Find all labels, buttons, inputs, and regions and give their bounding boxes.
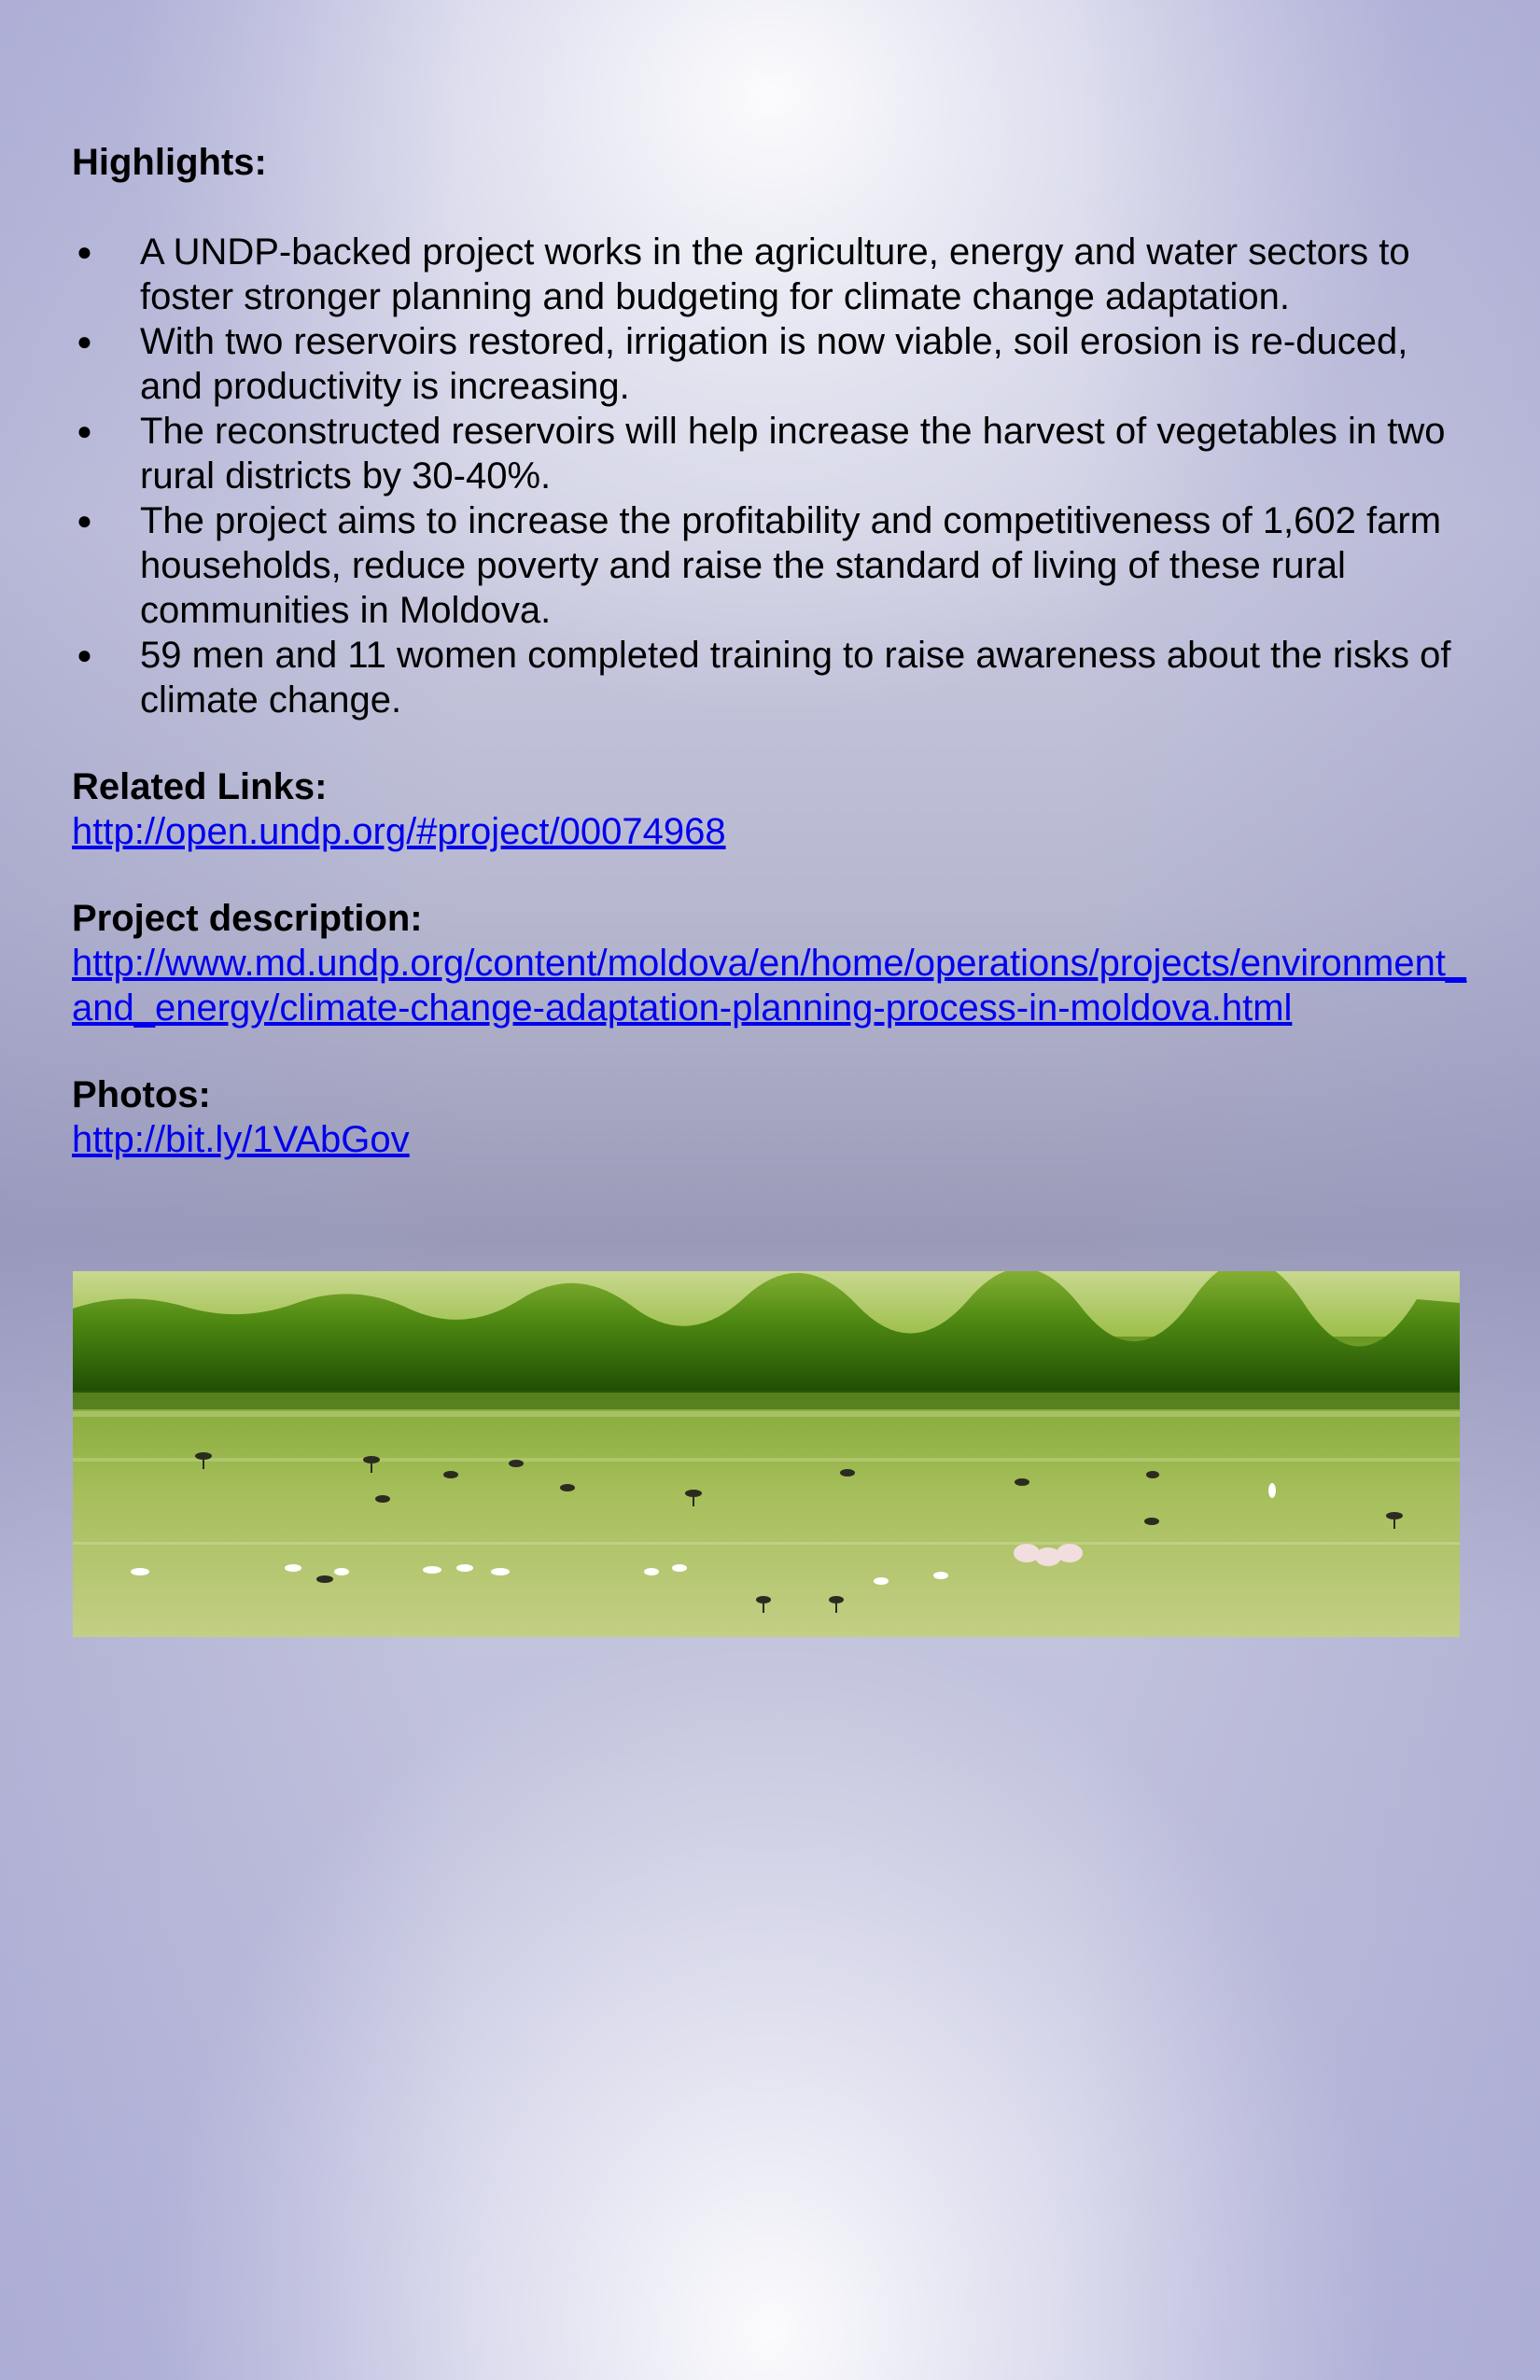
bullet-icon: ● [77,237,92,266]
highlights-heading: Highlights: [72,142,267,183]
list-item-text: A UNDP-backed project works in the agriculture, energy and water sectors to foster stronger planning and budgeting for climate change adaptation. [140,231,1410,317]
photos-section [72,1072,1472,1162]
related-links-heading: Related Links: [72,766,328,807]
photos-link[interactable]: http://bit.ly/1VAbGov [72,1119,410,1160]
list-item [72,633,1472,722]
related-links-section [72,764,1472,854]
related-link[interactable]: http://open.undp.org/#project/00074968 [72,811,726,852]
project-description-heading: Project description: [72,898,423,939]
list-item [72,498,1472,633]
photos-heading: Photos: [72,1074,211,1115]
bullet-icon: ● [77,327,92,356]
bullet-icon: ● [77,506,92,535]
project-description-link[interactable]: http://www.md.undp.org/content/moldova/en/home/operations/projects/environment_and_energy/climate-change-adaptation-planning-process-in-moldova.html [72,943,1467,1029]
wetland-birds-photo [73,1271,1460,1637]
list-item-text: With two reservoirs restored, irrigation is now viable, soil erosion is re-duced, and productivity is increasing. [140,321,1408,407]
bullet-icon: ● [77,416,92,445]
list-item-text: The project aims to increase the profitability and competitiveness of 1,602 farm households, reduce poverty and raise the standard of living of these rural communities in Moldova. [140,500,1442,631]
bullet-icon: ● [77,640,92,669]
highlights-list [72,230,1472,722]
list-item [72,319,1472,409]
project-description-section [72,896,1472,1030]
document-body [72,140,1472,1162]
list-item [72,230,1472,319]
list-item [72,409,1472,498]
list-item-text: The reconstructed reservoirs will help increase the harvest of vegetables in two rural districts by 30-40%. [140,411,1446,497]
list-item-text: 59 men and 11 women completed training to raise awareness about the risks of climate change. [140,635,1451,721]
